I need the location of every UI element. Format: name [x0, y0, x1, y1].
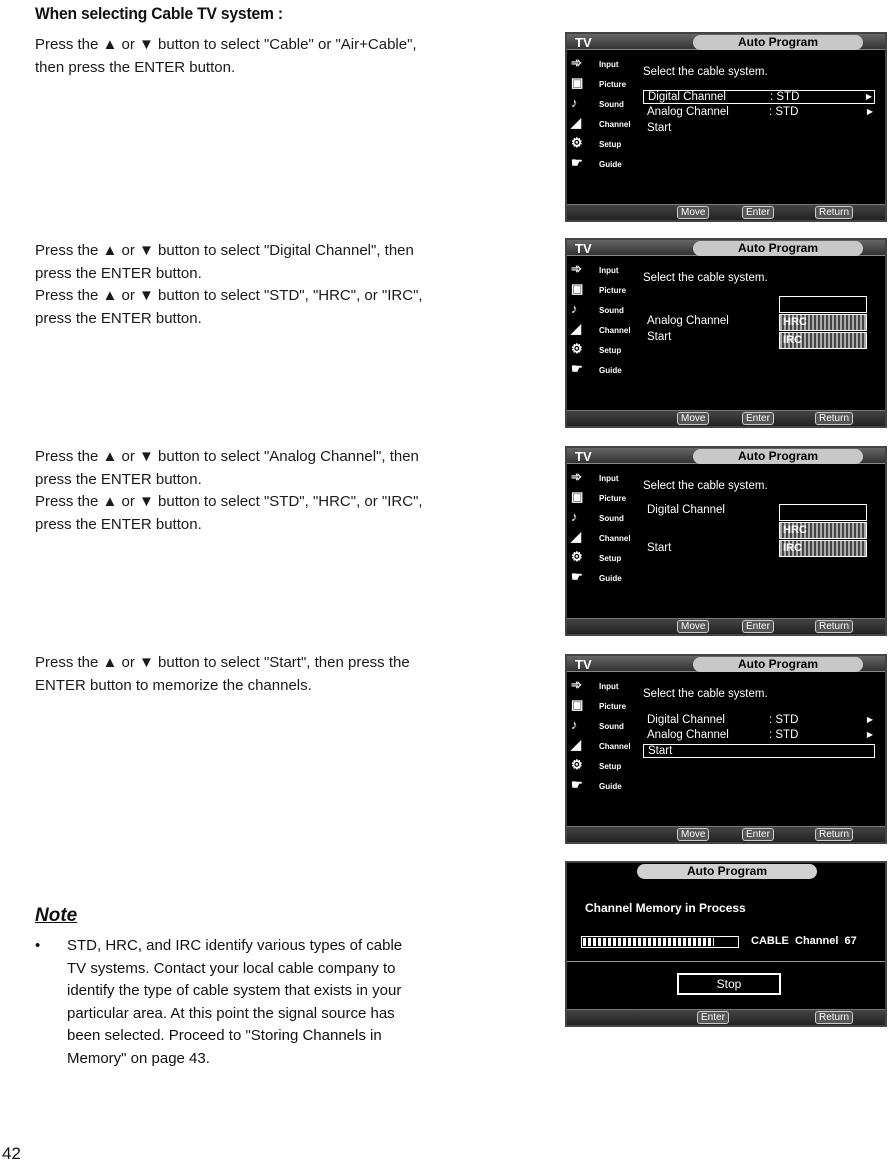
cable-prompt: Select the cable system. — [643, 272, 768, 284]
osd-footer — [567, 410, 885, 426]
osd-header — [567, 448, 885, 464]
start-row[interactable]: Start — [647, 331, 672, 343]
channel-icon: ◢ — [571, 737, 581, 752]
note-bullet: • — [35, 937, 41, 954]
osd-header — [567, 34, 885, 50]
input-icon: ➾ — [571, 55, 582, 70]
osd-header — [567, 240, 885, 256]
menu-item-input[interactable]: ➾ Input — [571, 469, 619, 484]
menu-item-channel[interactable]: ◢ Channel — [571, 321, 631, 336]
enter-hint: Enter — [742, 206, 774, 219]
setup-icon: ⚙ — [571, 135, 583, 150]
digital-channel-row[interactable]: Digital Channel — [647, 504, 725, 516]
menu-item-sound[interactable]: ♪ Sound — [571, 509, 624, 524]
menu-item-sound[interactable]: ♪ Sound — [571, 301, 624, 316]
note-title: Note — [35, 905, 78, 926]
hrc-option[interactable]: HRC — [779, 314, 867, 331]
enter-hint: Enter — [742, 828, 774, 841]
menu-item-guide[interactable]: ☛ Guide — [571, 361, 622, 376]
move-hint: Move — [677, 828, 709, 841]
osd-header — [567, 656, 885, 672]
picture-icon: ▣ — [571, 281, 584, 296]
analog-option-std-box[interactable] — [779, 504, 867, 521]
sound-icon: ♪ — [571, 95, 578, 110]
step-2-text: Press the ▲ or ▼ button to select "Digital Channel", then press the ENTER button. Press the ▲ or ▼ button to select "STD", "HRC", or "IRC", press the ENTER button. — [35, 242, 423, 327]
osd-footer — [567, 618, 885, 634]
return-hint: Return — [815, 620, 853, 633]
osd-title: Auto Program — [693, 657, 863, 672]
step-4-text: Press the ▲ or ▼ button to select "Start", then press the ENTER button to memorize the channels. — [35, 654, 410, 694]
sound-icon: ♪ — [571, 717, 578, 732]
menu-item-channel[interactable]: ◢ Channel — [571, 115, 631, 130]
sound-icon: ♪ — [571, 509, 578, 524]
setup-icon: ⚙ — [571, 549, 583, 564]
progress-cable: CABLE — [751, 935, 789, 947]
progress-info — [751, 935, 857, 947]
osd-title: Auto Program — [693, 241, 863, 256]
hrc-option[interactable]: HRC — [779, 522, 867, 539]
input-icon: ➾ — [571, 677, 582, 692]
analog-channel-row[interactable]: Analog Channel : STD ▶ — [647, 729, 873, 741]
channel-icon: ◢ — [571, 321, 581, 336]
menu-item-setup[interactable]: ⚙ Setup — [571, 757, 622, 772]
arrow-right-icon: ▶ — [865, 92, 872, 101]
osd-footer — [567, 826, 885, 842]
osd-header — [567, 863, 885, 879]
analog-channel-row[interactable]: Analog Channel : STD ▶ — [647, 106, 873, 118]
menu-item-setup[interactable]: ⚙ Setup — [571, 135, 622, 150]
menu-item-setup[interactable]: ⚙ Setup — [571, 341, 622, 356]
tv-label: TV — [575, 657, 592, 672]
menu-item-guide[interactable]: ☛ Guide — [571, 155, 622, 170]
divider — [567, 961, 885, 962]
tv-label: TV — [575, 241, 592, 256]
osd-title: Auto Program — [693, 35, 863, 50]
menu-item-picture[interactable]: ▣ Picture — [571, 281, 627, 296]
osd-screen-3 — [565, 446, 887, 636]
cable-prompt: Select the cable system. — [643, 688, 768, 700]
move-hint: Move — [677, 206, 709, 219]
return-hint: Return — [815, 1011, 853, 1024]
osd-footer — [567, 204, 885, 220]
cable-prompt: Select the cable system. — [643, 66, 768, 78]
page-heading: When selecting Cable TV system : — [35, 4, 283, 23]
menu-item-guide[interactable]: ☛ Guide — [571, 777, 622, 792]
cable-prompt: Select the cable system. — [643, 480, 768, 492]
enter-hint: Enter — [742, 412, 774, 425]
analog-channel-row[interactable]: Analog Channel — [647, 315, 729, 327]
irc-option[interactable]: IRC — [779, 540, 867, 557]
osd-title: Auto Program — [637, 864, 817, 879]
start-row[interactable]: Start — [643, 744, 875, 758]
osd-screen-progress — [565, 861, 887, 1027]
osd-footer — [567, 1009, 885, 1025]
input-icon: ➾ — [571, 469, 582, 484]
menu-item-setup[interactable]: ⚙ Setup — [571, 549, 622, 564]
osd-screen-1 — [565, 32, 887, 222]
menu-item-sound[interactable]: ♪ Sound — [571, 717, 624, 732]
osd-menu — [569, 54, 639, 174]
guide-icon: ☛ — [571, 155, 583, 170]
irc-option[interactable]: IRC — [779, 332, 867, 349]
menu-item-sound[interactable]: ♪ Sound — [571, 95, 624, 110]
guide-icon: ☛ — [571, 777, 583, 792]
progress-fill — [583, 938, 714, 946]
guide-icon: ☛ — [571, 569, 583, 584]
osd-menu — [569, 260, 639, 380]
progress-bar — [581, 936, 739, 948]
menu-item-input[interactable]: ➾ Input — [571, 261, 619, 276]
progress-title: Channel Memory in Process — [585, 901, 746, 915]
stop-button[interactable]: Stop — [677, 973, 781, 995]
menu-item-picture[interactable]: ▣ Picture — [571, 489, 627, 504]
setup-icon: ⚙ — [571, 341, 583, 356]
osd-screen-4 — [565, 654, 887, 844]
arrow-right-icon: ▶ — [866, 730, 873, 739]
menu-item-channel[interactable]: ◢ Channel — [571, 737, 631, 752]
progress-channel-label: Channel — [795, 935, 839, 947]
tv-label: TV — [575, 35, 592, 50]
channel-icon: ◢ — [571, 115, 581, 130]
start-row[interactable]: Start — [647, 122, 672, 134]
osd-menu — [569, 676, 639, 796]
enter-hint: Enter — [697, 1011, 729, 1024]
sound-icon: ♪ — [571, 301, 578, 316]
page-number: 42 — [2, 1144, 21, 1163]
start-row[interactable]: Start — [647, 542, 672, 554]
picture-icon: ▣ — [571, 75, 584, 90]
setup-icon: ⚙ — [571, 757, 583, 772]
menu-item-guide[interactable]: ☛ Guide — [571, 569, 622, 584]
picture-icon: ▣ — [571, 489, 584, 504]
digital-option-std-box[interactable] — [779, 296, 867, 313]
channel-icon: ◢ — [571, 529, 581, 544]
step-3-text: Press the ▲ or ▼ button to select "Analog Channel", then press the ENTER button. Press the ▲ or ▼ button to select "STD", "HRC", or "IRC", press the ENTER button. — [35, 448, 423, 533]
guide-icon: ☛ — [571, 361, 583, 376]
menu-item-input[interactable]: ➾ Input — [571, 677, 619, 692]
step-1-text: Press the ▲ or ▼ button to select "Cable" or "Air+Cable", then press the ENTER button. — [35, 36, 417, 76]
osd-menu — [569, 468, 639, 588]
picture-icon: ▣ — [571, 697, 584, 712]
return-hint: Return — [815, 206, 853, 219]
return-hint: Return — [815, 828, 853, 841]
enter-hint: Enter — [742, 620, 774, 633]
menu-item-input[interactable]: ➾ Input — [571, 55, 619, 70]
input-icon: ➾ — [571, 261, 582, 276]
note-body: • STD, HRC, and IRC identify various types of cable TV systems. Contact your local cable company to identify the type of cable system that exists in your particular area. At this point the signal source has been selected. Proceed to "Storing Channels in Memory" on page 43. — [35, 937, 403, 1067]
move-hint: Move — [677, 620, 709, 633]
digital-channel-row[interactable]: Digital Channel : STD ▶ — [647, 714, 873, 726]
menu-item-picture[interactable]: ▣ Picture — [571, 75, 627, 90]
arrow-right-icon: ▶ — [866, 107, 873, 116]
arrow-right-icon: ▶ — [866, 715, 873, 724]
progress-channel-value: 67 — [844, 935, 857, 947]
tv-label: TV — [575, 449, 592, 464]
osd-screen-2 — [565, 238, 887, 428]
menu-item-picture[interactable]: ▣ Picture — [571, 697, 627, 712]
return-hint: Return — [815, 412, 853, 425]
digital-channel-row[interactable]: Digital Channel : STD ▶ — [643, 90, 875, 104]
osd-title: Auto Program — [693, 449, 863, 464]
move-hint: Move — [677, 412, 709, 425]
menu-item-channel[interactable]: ◢ Channel — [571, 529, 631, 544]
